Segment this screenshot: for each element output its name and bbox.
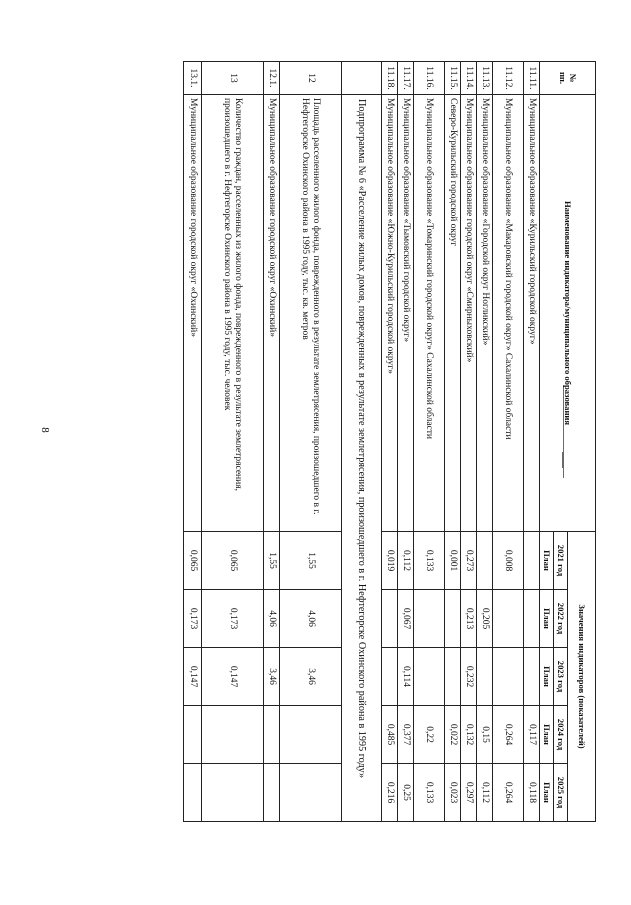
table-body-subprogram (342, 62, 382, 822)
row-number: 12.1. (264, 62, 280, 95)
table-row (202, 62, 264, 822)
value-cell: 0,273 (461, 532, 477, 590)
header-plan: План (540, 648, 554, 706)
value-cell: 0,173 (202, 590, 264, 648)
value-cell: 0,022 (445, 706, 461, 764)
row-number: 11.18. (382, 62, 398, 95)
value-cell: 0,133 (414, 532, 445, 590)
value-cell (524, 532, 540, 590)
value-cell: 0,264 (493, 764, 524, 822)
value-cell: 0,065 (184, 532, 202, 590)
value-cell (264, 706, 280, 764)
row-number: 11.14. (461, 62, 477, 95)
value-cell: 4,06 (280, 590, 342, 648)
value-cell (445, 590, 461, 648)
value-cell (382, 590, 398, 648)
row-number: 11.15. (445, 62, 461, 95)
indicator-name: Северо-Курильский городской округ (445, 95, 461, 532)
table-row (461, 62, 477, 822)
row-number: 11.11. (524, 62, 540, 95)
header-year: 2024 год (554, 706, 568, 764)
value-cell (477, 532, 493, 590)
value-cell: 0,112 (398, 532, 414, 590)
header-plan: План (540, 590, 554, 648)
value-cell (414, 648, 445, 706)
value-cell: 0,065 (202, 532, 264, 590)
value-cell (493, 648, 524, 706)
indicator-name: Муниципальное образование «Макаровский городской округ» Сахалинской области (493, 95, 524, 532)
table-row (280, 62, 342, 822)
header-year: 2023 год (554, 648, 568, 706)
value-cell (414, 590, 445, 648)
header-plan: План (540, 764, 554, 822)
row-number: 11.16. (414, 62, 445, 95)
value-cell (202, 764, 264, 822)
header-year: 2021 год (554, 532, 568, 590)
indicator-name: Площадь расселенного жилого фонда, поврежденного в результате землетрясения, произошедшего в г. Нефтегорске Охинского района в 1995 году, тыс. кв. метров (280, 95, 342, 532)
indicator-name: Муниципальное образование «Южно-Курильский городской округ» (382, 95, 398, 532)
value-cell: 0,023 (445, 764, 461, 822)
indicator-name: Муниципальное образование «Тымовский городской округ» (398, 95, 414, 532)
header-name: Наименование индикатора/муниципального образования (540, 95, 596, 532)
header-plan: План (540, 532, 554, 590)
row-number: 13.1. (184, 62, 202, 95)
indicator-name: Муниципальное образование «Томаринский городской округ» Сахалинской области (414, 95, 445, 532)
value-cell: 0,001 (445, 532, 461, 590)
table-row (493, 62, 524, 822)
value-cell (264, 764, 280, 822)
value-cell (184, 764, 202, 822)
table-row (184, 62, 202, 822)
value-cell: 4,06 (264, 590, 280, 648)
value-cell: 0,216 (382, 764, 398, 822)
value-cell: 0,297 (461, 764, 477, 822)
value-cell: 3,46 (280, 648, 342, 706)
row-number: 11.13. (477, 62, 493, 95)
rotated-table-wrapper (90, 61, 596, 821)
value-cell (524, 648, 540, 706)
table-row (445, 62, 461, 822)
indicators-table (183, 61, 596, 822)
value-cell (445, 648, 461, 706)
table-row (398, 62, 414, 822)
value-cell: 0,112 (477, 764, 493, 822)
value-cell (477, 648, 493, 706)
header-year: 2022 год (554, 590, 568, 648)
value-cell: 0,133 (414, 764, 445, 822)
value-cell: 0,008 (493, 532, 524, 590)
table-body-municipalities (382, 62, 540, 822)
row-number: 12 (280, 62, 342, 95)
header-plan: План (540, 706, 554, 764)
value-cell (280, 706, 342, 764)
value-cell: 0,118 (524, 764, 540, 822)
value-cell (524, 590, 540, 648)
value-cell: 0,264 (493, 706, 524, 764)
value-cell (280, 764, 342, 822)
value-cell: 0,213 (461, 590, 477, 648)
value-cell: 0,147 (202, 648, 264, 706)
table-row (524, 62, 540, 822)
header-values-group: Значения индикаторов (показателей) (568, 532, 596, 822)
table-body-resettlement (184, 62, 342, 822)
header-year: 2025 год (554, 764, 568, 822)
indicator-name: Муниципальное образование «Городской округ Ногликский» (477, 95, 493, 532)
value-cell: 0,15 (477, 706, 493, 764)
value-cell: 0,173 (184, 590, 202, 648)
value-cell: 1,55 (280, 532, 342, 590)
value-cell: 0,25 (398, 764, 414, 822)
value-cell: 0,067 (398, 590, 414, 648)
value-cell (493, 590, 524, 648)
value-cell (184, 706, 202, 764)
value-cell: 0,377 (398, 706, 414, 764)
value-cell: 0,117 (524, 706, 540, 764)
value-cell: 0,22 (414, 706, 445, 764)
indicator-name: Количество граждан, расселенных из жилого фонда, поврежденного в результате землетрясения, произошедшего в г. Нефтегорске Охинского района в 1995 году, тыс. человек (202, 95, 264, 532)
indicator-name: Муниципальное образование «Курильский городской округ» (524, 95, 540, 532)
table-row (414, 62, 445, 822)
value-cell: 0,485 (382, 706, 398, 764)
table-row (477, 62, 493, 822)
value-cell: 0,114 (398, 648, 414, 706)
page-number: 8 (38, 427, 51, 433)
subprogram-title: Подпрограмма № 6 «Расселение жилых домов, поврежденных в результате землетрясения, произошедшего в г. Нефтегорске Охинского района в 1995 году» (342, 95, 382, 822)
value-cell: 0,019 (382, 532, 398, 590)
row-number: 13 (202, 62, 264, 95)
value-cell (382, 648, 398, 706)
value-cell: 0,205 (477, 590, 493, 648)
indicator-name: Муниципальное образование городской округ «Охинский» (184, 95, 202, 532)
header-num: № пп. (540, 62, 596, 95)
value-cell: 1,55 (264, 532, 280, 590)
table-row (264, 62, 280, 822)
value-cell: 0,132 (461, 706, 477, 764)
row-number: 11.12. (493, 62, 524, 95)
row-number: 11.17. (398, 62, 414, 95)
indicator-name: Муниципальное образование городской округ «Смирныховский» (461, 95, 477, 532)
value-cell (202, 706, 264, 764)
value-cell: 0,232 (461, 648, 477, 706)
value-cell: 0,147 (184, 648, 202, 706)
indicator-name: Муниципальное образование городской округ «Охинский» (264, 95, 280, 532)
table-row (382, 62, 398, 822)
subprogram-num-cell (342, 62, 382, 95)
value-cell: 3,46 (264, 648, 280, 706)
